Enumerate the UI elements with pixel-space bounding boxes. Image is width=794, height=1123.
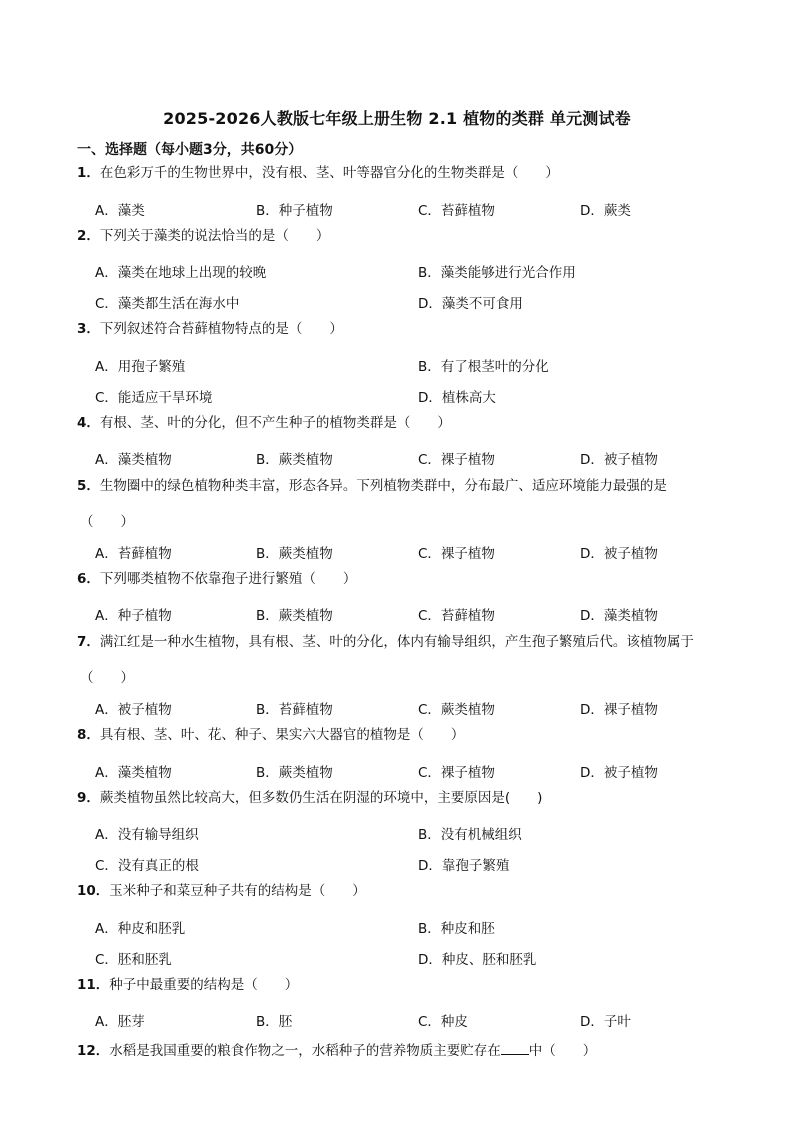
question-text: 生物圈中的绿色植物种类丰富，形态各异。下列植物类群中，分布最广、适应环境能力最强的是 [99,478,667,494]
question-text: 在色彩万千的生物世界中，没有根、茎、叶等器官分化的生物类群是（ ） [99,165,559,181]
question-number: 8． [77,727,100,743]
question-text: 蕨类植物虽然比较高大，但多数仍生活在阴湿的环境中，主要原因是( ) [99,790,543,806]
option-a[interactable]: A．藻类在地球上出现的较晚 [95,265,267,281]
question-text: 下列关于藻类的说法恰当的是（ ） [99,228,330,244]
option-b[interactable]: B．蕨类植物 [256,765,333,781]
option-b[interactable]: B．种子植物 [256,203,333,219]
option-a[interactable]: A．被子植物 [95,702,172,718]
question-7-continuation: （ ） [80,670,134,686]
option-c[interactable]: C．苔藓植物 [418,203,495,219]
question-text: 具有根、茎、叶、花、种子、果实六大器官的植物是（ ） [99,727,465,743]
option-b[interactable]: B．藻类能够进行光合作用 [418,265,576,281]
question-number: 1． [77,165,100,181]
option-b[interactable]: B．蕨类植物 [256,608,333,624]
question-2 [77,230,747,244]
option-b[interactable]: B．蕨类植物 [256,546,333,562]
question-number: 9． [77,790,100,806]
option-b[interactable]: B．苔藓植物 [256,702,333,718]
option-a[interactable]: A．没有输导组织 [95,827,199,843]
question-text: 玉米种子和菜豆种子共有的结构是（ ） [109,883,366,899]
question-number: 2． [77,228,100,244]
question-number: 7． [77,634,100,650]
option-c[interactable]: C．裸子植物 [418,452,495,468]
option-b[interactable]: B．有了根茎叶的分化 [418,359,549,375]
option-d[interactable]: D．裸子植物 [580,702,658,718]
option-d[interactable]: D．藻类不可食用 [418,296,523,312]
question-number: 3． [77,321,100,337]
question-4 [77,417,747,431]
question-9 [77,792,747,806]
option-b[interactable]: B．没有机械组织 [418,827,522,843]
question-number: 4． [77,415,100,431]
question-1 [77,167,747,181]
question-number: 12． [77,1043,110,1059]
question-number: 5． [77,478,100,494]
option-d[interactable]: D．靠孢子繁殖 [418,858,510,874]
option-b[interactable]: B．蕨类植物 [256,452,333,468]
question-11 [77,979,747,993]
question-number: 6． [77,571,100,587]
option-a[interactable]: A．用孢子繁殖 [95,359,186,375]
question-text: 水稻是我国重要的粮食作物之一，水稻种子的营养物质主要贮存在 [109,1043,501,1059]
option-c[interactable]: C．藻类都生活在海水中 [95,296,240,312]
option-c[interactable]: C．胚和胚乳 [95,952,172,968]
option-a[interactable]: A．藻类植物 [95,765,172,781]
option-b[interactable]: B．胚 [256,1014,293,1030]
option-a[interactable]: A．种皮和胚乳 [95,921,186,937]
option-d[interactable]: D．植株高大 [418,390,496,406]
option-c[interactable]: C．没有真正的根 [95,858,199,874]
option-d[interactable]: D．子叶 [580,1014,631,1030]
option-a[interactable]: A．藻类 [95,203,145,219]
question-5-continuation: （ ） [80,514,134,530]
question-text: 下列哪类植物不依靠孢子进行繁殖（ ） [99,571,357,587]
option-d[interactable]: D．被子植物 [580,765,658,781]
option-c[interactable]: C．苔藓植物 [418,608,495,624]
option-c[interactable]: C．裸子植物 [418,546,495,562]
question-text: 有根、茎、叶的分化，但不产生种子的植物类群是（ ） [99,415,451,431]
section-heading: 一、选择题（每小题3分，共60分） [77,142,303,158]
option-d[interactable]: D．种皮、胚和胚乳 [418,952,537,968]
question-text-after: 中（ ） [528,1043,597,1059]
question-text: 种子中最重要的结构是（ ） [109,977,299,993]
question-3 [77,323,747,337]
option-d[interactable]: D．被子植物 [580,546,658,562]
question-12 [77,1042,747,1059]
option-a[interactable]: A．苔藓植物 [95,546,172,562]
option-c[interactable]: C．种皮 [418,1014,468,1030]
question-text: 满江红是一种水生植物，具有根、茎、叶的分化，体内有输导组织，产生孢子繁殖后代。该植物属于 [99,634,694,650]
question-7 [77,636,747,650]
option-a[interactable]: A．种子植物 [95,608,172,624]
option-c[interactable]: C．蕨类植物 [418,702,495,718]
option-d[interactable]: D．被子植物 [580,452,658,468]
question-text: 下列叙述符合苔藓植物特点的是（ ） [99,321,343,337]
option-a[interactable]: A．胚芽 [95,1014,145,1030]
question-number: 10． [77,883,110,899]
option-b[interactable]: B．种皮和胚 [418,921,495,937]
option-d[interactable]: D．蕨类 [580,203,631,219]
option-a[interactable]: A．藻类植物 [95,452,172,468]
question-number: 11． [77,977,110,993]
option-d[interactable]: D．藻类植物 [580,608,658,624]
page-title: 2025-2026人教版七年级上册生物 2.1 植物的类群 单元测试卷 [163,109,631,128]
option-c[interactable]: C．能适应干旱环境 [95,390,213,406]
question-6 [77,573,747,587]
question-10 [77,885,747,899]
question-8 [77,729,747,743]
answer-blank[interactable] [501,1042,529,1055]
question-5 [77,480,747,494]
option-c[interactable]: C．裸子植物 [418,765,495,781]
